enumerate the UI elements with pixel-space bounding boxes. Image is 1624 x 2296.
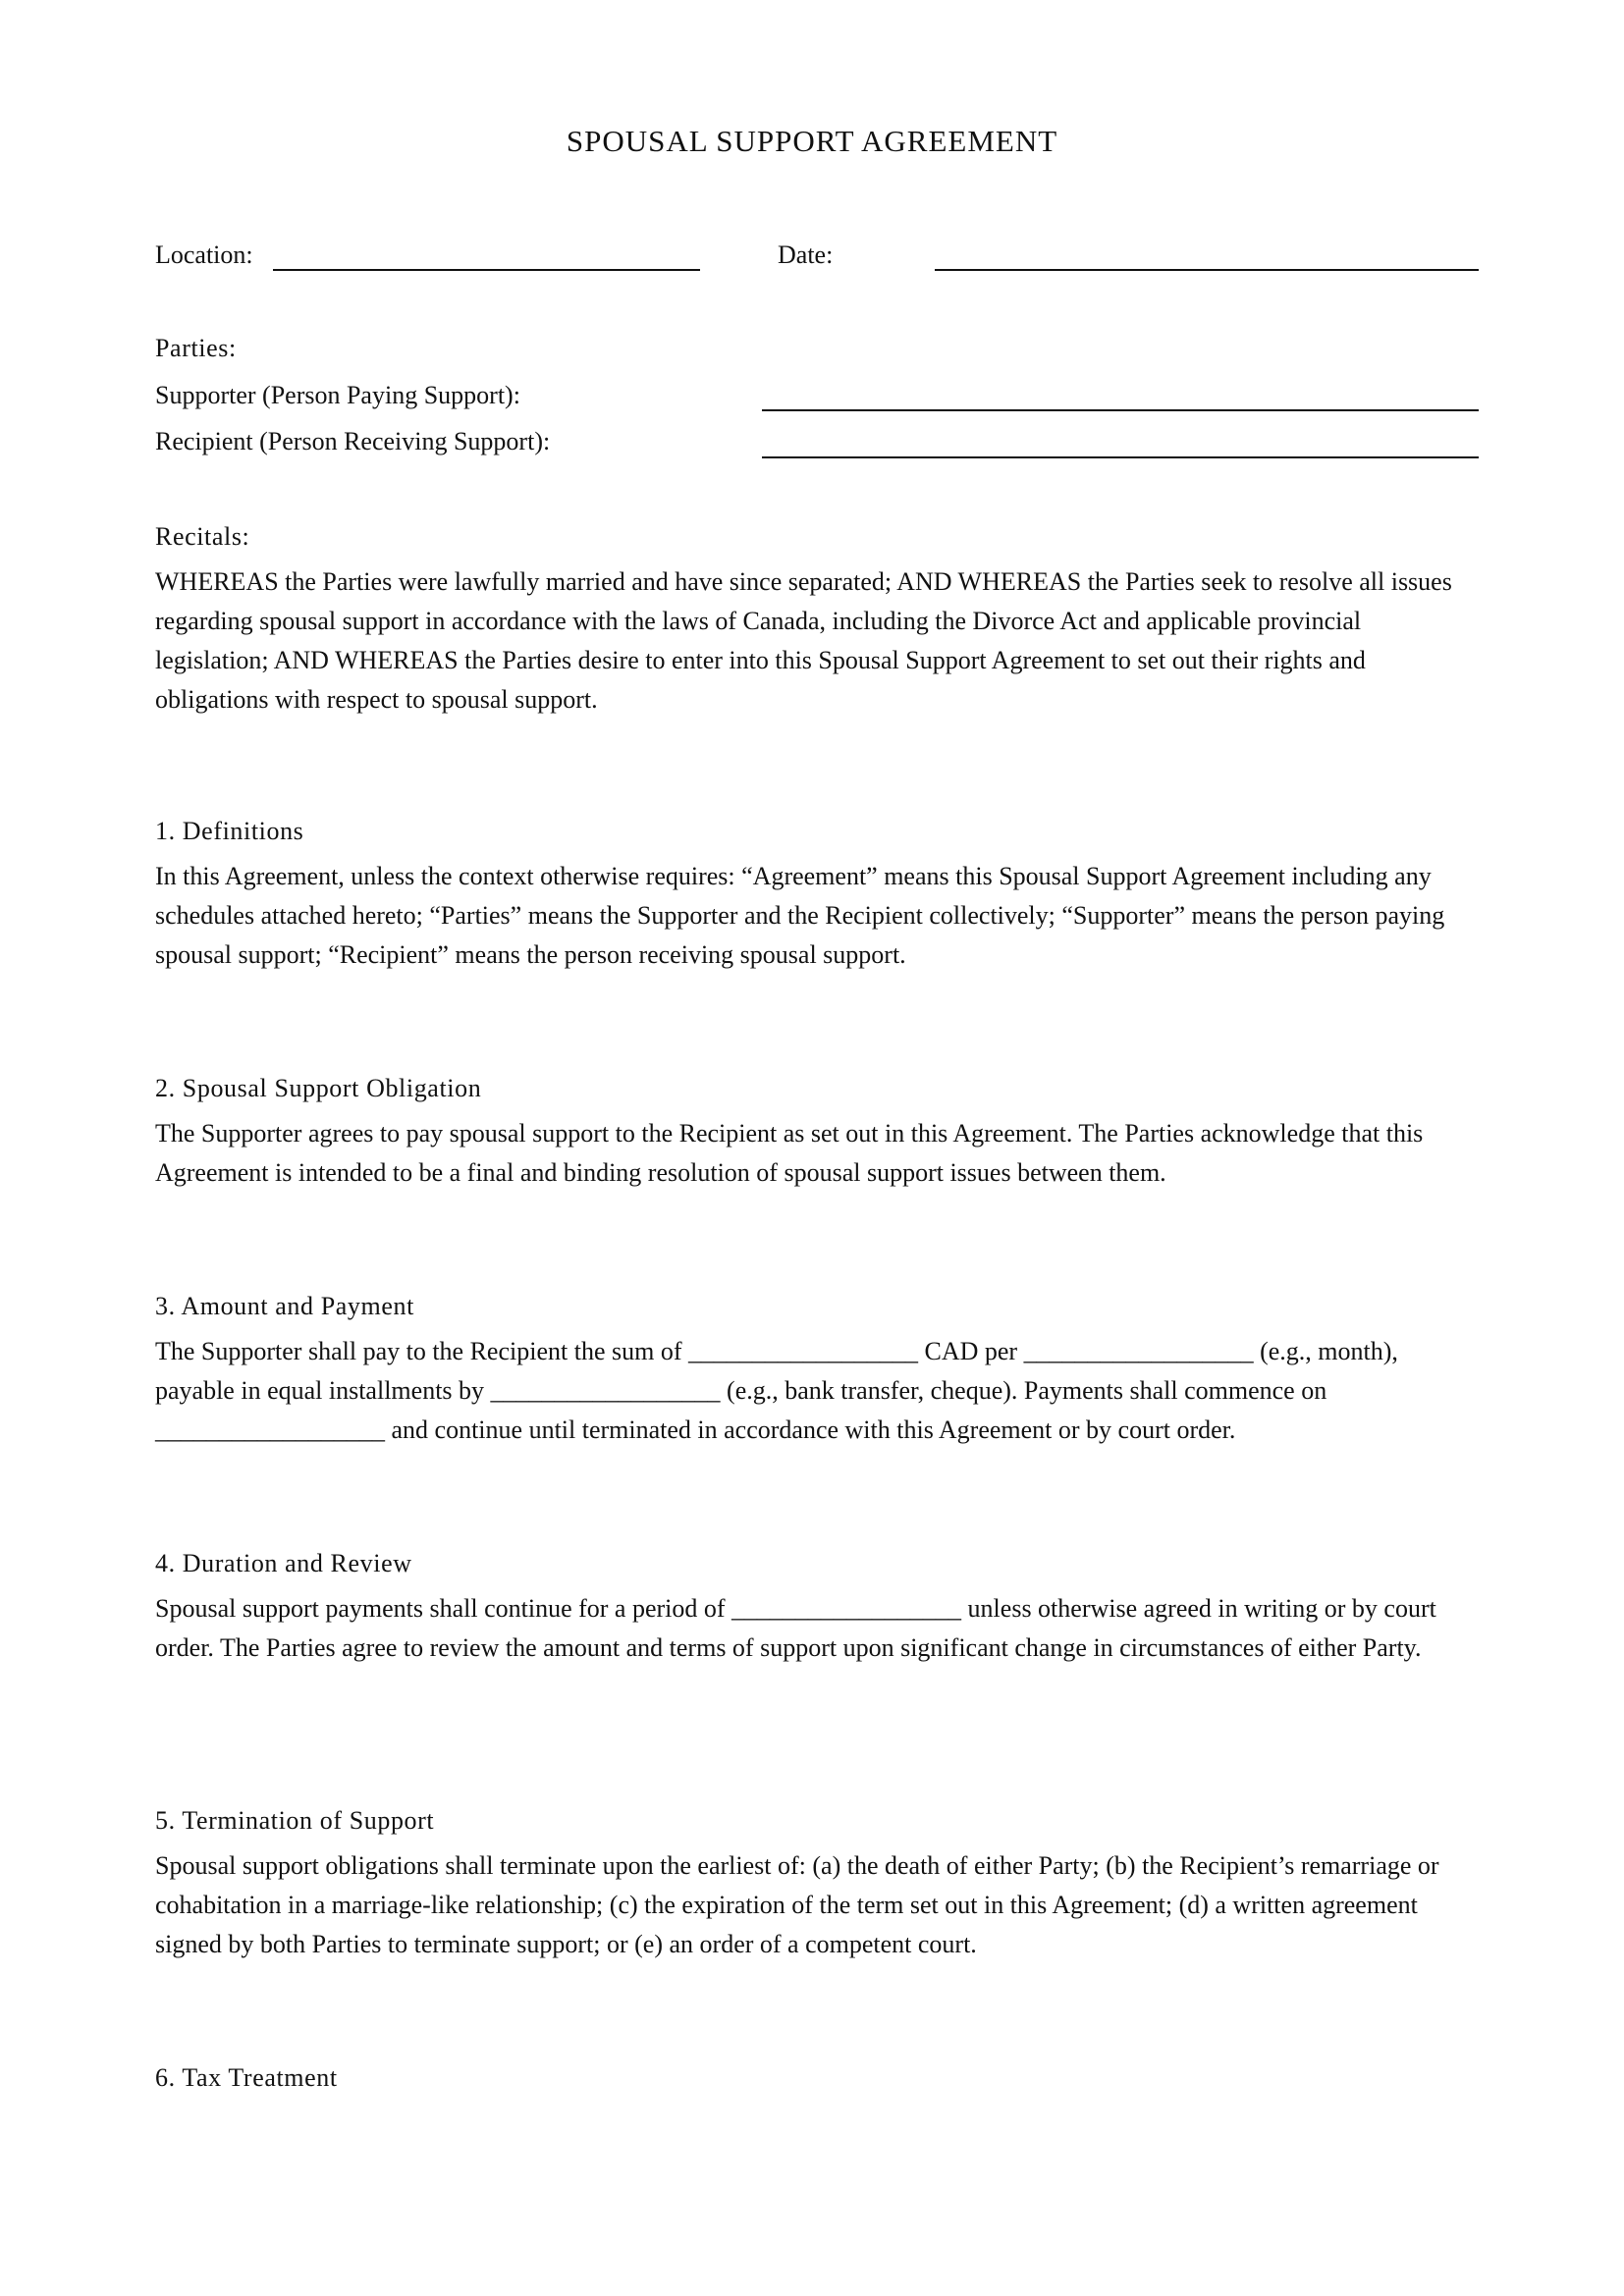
- location-field[interactable]: [273, 269, 700, 271]
- section-heading-duration: 4. Duration and Review: [155, 1549, 412, 1577]
- location-label: Location:: [155, 240, 253, 269]
- recipient-label: Recipient (Person Receiving Support):: [155, 427, 551, 455]
- section-heading-termination: 5. Termination of Support: [155, 1806, 435, 1835]
- date-label: Date:: [778, 240, 834, 269]
- recitals-text: WHEREAS the Parties were lawfully married and have since separated; AND WHEREAS the Parties seek to resolve all issues regarding spousal support in accordance with the laws of Canada, including the Divorce Act and applicable provincial legislation; AND WHEREAS the Parties desire to enter into this Spousal Support Agreement to set out their rights and obligations with respect to spousal support.: [155, 567, 1452, 714]
- section-text-definitions: In this Agreement, unless the context otherwise requires: “Agreement” means this Spousal Support Agreement including any schedules attached hereto; “Parties” means the Supporter and the Recipient collectively; “Supporter” means the person paying spousal support; “Recipient” means the person receiving spousal support.: [155, 862, 1445, 969]
- supporter-label: Supporter (Person Paying Support):: [155, 381, 520, 409]
- section-heading-definitions: 1. Definitions: [155, 817, 304, 845]
- section-heading-tax: 6. Tax Treatment: [155, 2063, 338, 2092]
- recitals-heading: Recitals:: [155, 522, 250, 551]
- date-field[interactable]: [935, 269, 1479, 271]
- parties-heading: Parties:: [155, 334, 237, 362]
- section-heading-amount: 3. Amount and Payment: [155, 1292, 414, 1320]
- section-text-duration: Spousal support payments shall continue for a period of __________________ unless otherwise agreed in writing or by court order. The Parties agree to review the amount and terms of support upon significant change in circumstances of either Party.: [155, 1594, 1436, 1662]
- supporter-field[interactable]: [762, 409, 1479, 411]
- section-text-obligation: The Supporter agrees to pay spousal support to the Recipient as set out in this Agreement. The Parties acknowledge that this Agreement is intended to be a final and binding resolution of spousal support issues between them.: [155, 1119, 1424, 1187]
- section-heading-obligation: 2. Spousal Support Obligation: [155, 1074, 482, 1102]
- section-text-termination: Spousal support obligations shall terminate upon the earliest of: (a) the death of either Party; (b) the Recipient’s remarriage or cohabitation in a marriage-like relationship; (c) the expiration of the term set out in this Agreement; (d) a written agreement signed by both Parties to terminate support; or (e) an order of a competent court.: [155, 1851, 1439, 1958]
- section-text-amount: The Supporter shall pay to the Recipient the sum of __________________ CAD per __________________ (e.g., month), payable in equal installments by __________________ (e.g., bank transfer, cheque). Payments shall commence on __________________ and continue until terminated in accordance with this Agreement or by court order.: [155, 1337, 1398, 1444]
- recipient-field[interactable]: [762, 456, 1479, 458]
- document-title: SPOUSAL SUPPORT AGREEMENT: [566, 124, 1058, 158]
